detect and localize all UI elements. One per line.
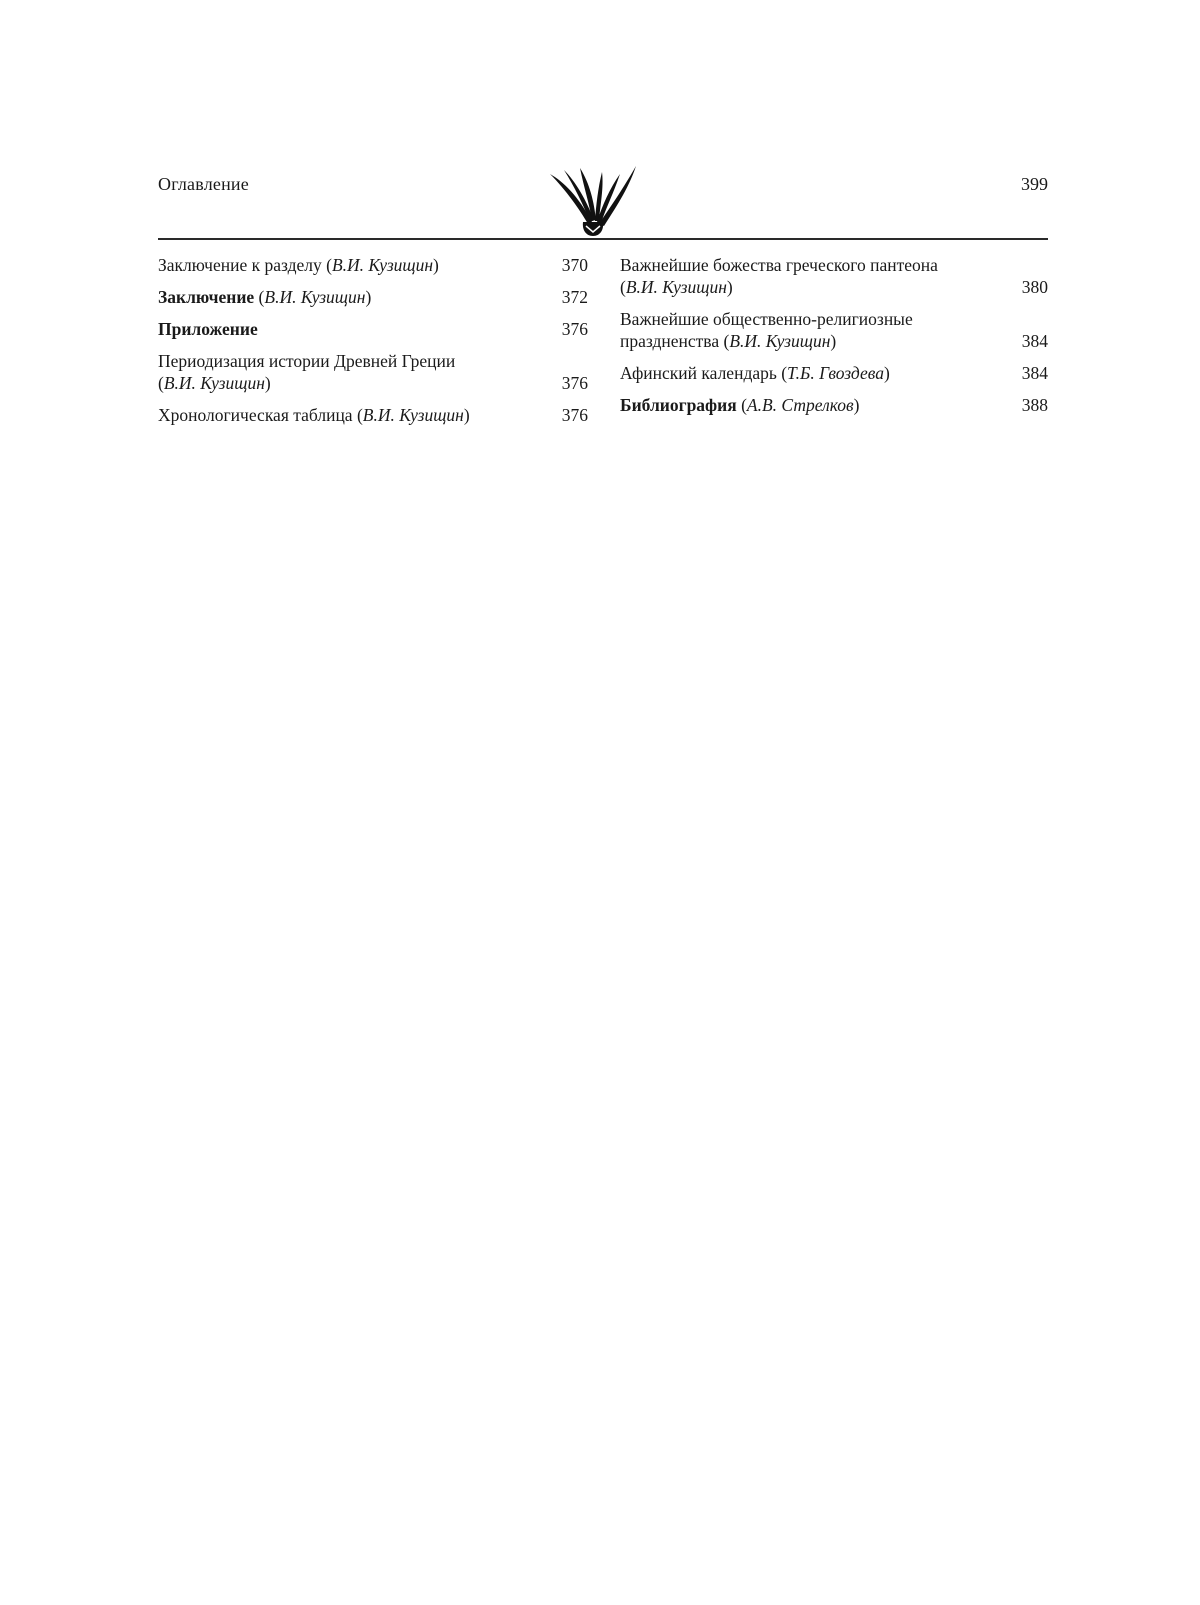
toc-entry: [620, 394, 1048, 416]
toc-entry-page: 372: [561, 287, 588, 307]
toc-left-column: [158, 254, 588, 436]
toc-entry-page: 370: [561, 255, 588, 275]
toc-entry-page: 384: [1021, 331, 1048, 351]
toc-entry-title: Приложение: [158, 319, 258, 339]
page-header: [158, 166, 1048, 242]
toc-entry: [620, 362, 1048, 384]
toc-entry: [158, 404, 588, 426]
running-head: Оглавление: [158, 174, 249, 194]
toc-entry-page: 388: [1021, 395, 1048, 415]
toc-entry-title: Важнейшие общественно-религиозные праздненства (В.И. Кузищин): [620, 309, 913, 351]
page-number: 399: [1021, 174, 1048, 194]
toc-entry-page: 376: [561, 319, 588, 339]
toc-entry: [158, 350, 588, 394]
toc-entry-title: Хронологическая таблица (В.И. Кузищин): [158, 405, 470, 425]
toc-entry-title: Библиография (А.В. Стрелков): [620, 395, 860, 415]
toc-entry: [620, 308, 1048, 352]
toc-entry-title: Важнейшие божества греческого пантеона (В.И. Кузищин): [620, 255, 938, 297]
toc-entry: [620, 254, 1048, 298]
toc-entry-title: Афинский календарь (Т.Б. Гвоздева): [620, 363, 890, 383]
toc-entry-page: 380: [1021, 277, 1048, 297]
toc-entry-title: Заключение к разделу (В.И. Кузищин): [158, 255, 439, 275]
toc-right-column: [620, 254, 1048, 426]
toc-entry: [158, 318, 588, 340]
toc-entry: [158, 254, 588, 276]
toc-entry-page: 384: [1021, 363, 1048, 383]
toc-entry-title: Заключение (В.И. Кузищин): [158, 287, 372, 307]
toc-entry: [158, 286, 588, 308]
toc-entry-page: 376: [561, 373, 588, 393]
toc-entry-title: Периодизация истории Древней Греции (В.И. Кузищин): [158, 351, 456, 393]
toc-entry-page: 376: [561, 405, 588, 425]
header-rule: [158, 238, 1048, 240]
plant-ornament-icon: [550, 166, 636, 238]
